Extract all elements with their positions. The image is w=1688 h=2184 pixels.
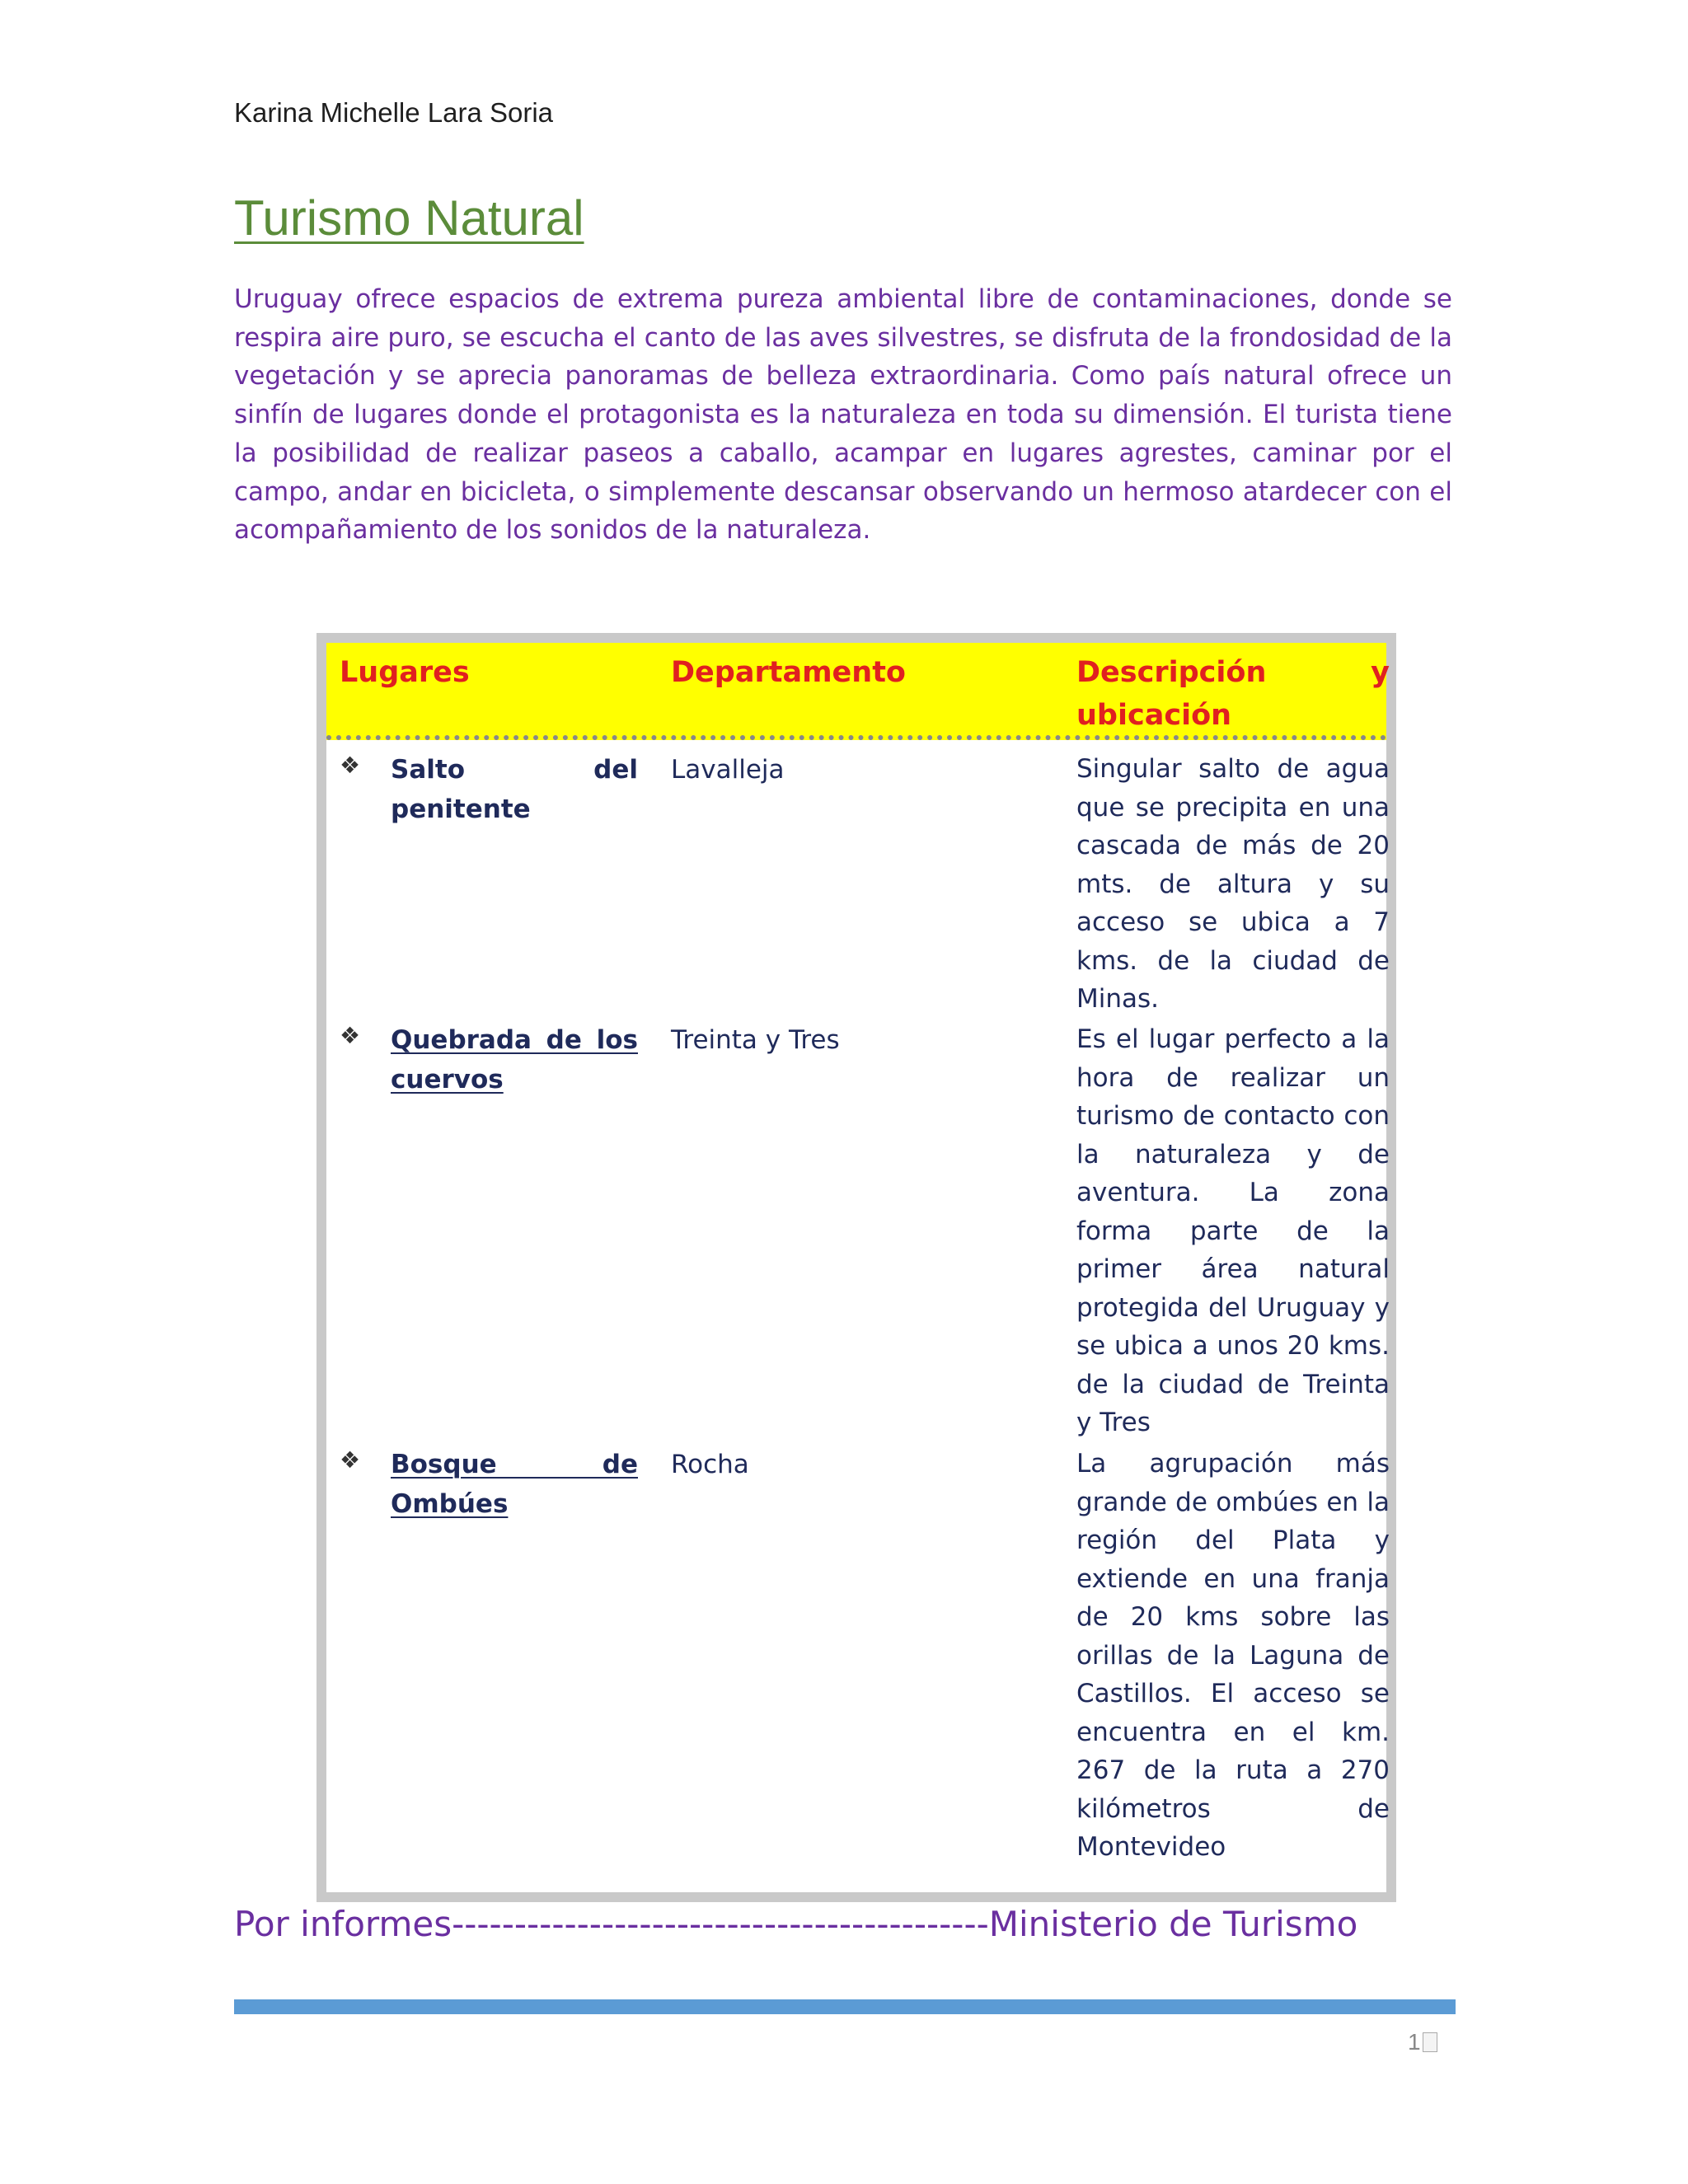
- header-departamento: Departamento: [671, 656, 906, 689]
- place-description: Es el lugar perfecto a la hora de realizar un turismo de contacto con la naturaleza y de aventura. La zona forma parte de la primer área natural protegida del Uruguay y se ubica a unos 20 kms. de la ciudad de Treinta y Tres: [1076, 1024, 1390, 1437]
- table-header-row: [326, 643, 1390, 740]
- department-name: Lavalleja: [671, 755, 785, 785]
- page-title: Turismo Natural: [234, 190, 584, 246]
- place-name-link[interactable]: Bosque de Ombúes: [391, 1450, 638, 1519]
- footer-contact-line: Por informes-------------------------------------------Ministerio de Turismo: [234, 1904, 1358, 1944]
- diamond-bullet-icon: ❖: [340, 1446, 361, 1474]
- diamond-bullet-icon: ❖: [340, 752, 361, 779]
- place-description: Singular salto de agua que se precipita en una cascada de más de 20 mts. de altura y su acceso se ubica a 7 kms. de la ciudad de Minas.: [1076, 754, 1390, 1014]
- department-name: Rocha: [671, 1450, 749, 1479]
- table-body: [326, 643, 1390, 1892]
- header-descripcion-line2: ubicación: [1076, 699, 1232, 732]
- header-author: Karina Michelle Lara Soria: [234, 97, 554, 128]
- department-name: Treinta y Tres: [671, 1025, 840, 1055]
- header-descripcion-line1: Descripción y: [1076, 656, 1390, 689]
- place-name-link[interactable]: Quebrada de los cuervos: [391, 1025, 638, 1094]
- page-number-value: 1: [1408, 2029, 1421, 2055]
- place-description: La agrupación más grande de ombúes en la región del Plata y extiende en una franja de 20 kms sobre las orillas de la Laguna de Castillos. El acceso se encuentra en el km. 267 de la ruta a 270 kilómetros de Montevideo: [1076, 1449, 1390, 1862]
- header-lugares: Lugares: [340, 656, 470, 689]
- places-table: [316, 633, 1396, 1902]
- place-name: Salto del penitente: [391, 755, 638, 824]
- page-icon: [1423, 2032, 1437, 2052]
- page-number: [1408, 2029, 1437, 2055]
- footer-rule: [234, 1999, 1456, 2014]
- header-descripcion: [1076, 651, 1390, 737]
- intro-paragraph: Uruguay ofrece espacios de extrema pureza ambiental libre de contaminaciones, donde se respira aire puro, se escucha el canto de las aves silvestres, se disfruta de la frondosidad de la vegetación y se aprecia panoramas de belleza extraordinaria. Como país natural ofrece un sinfín de lugares donde el protagonista es la naturaleza en toda su dimensión. El turista tiene la posibilidad de realizar paseos a caballo, acampar en lugares agrestes, caminar por el campo, andar en bicicleta, o simplemente descansar observando un hermoso atardecer con el acompañamiento de los sonidos de la naturaleza.: [234, 284, 1452, 546]
- diamond-bullet-icon: ❖: [340, 1022, 361, 1049]
